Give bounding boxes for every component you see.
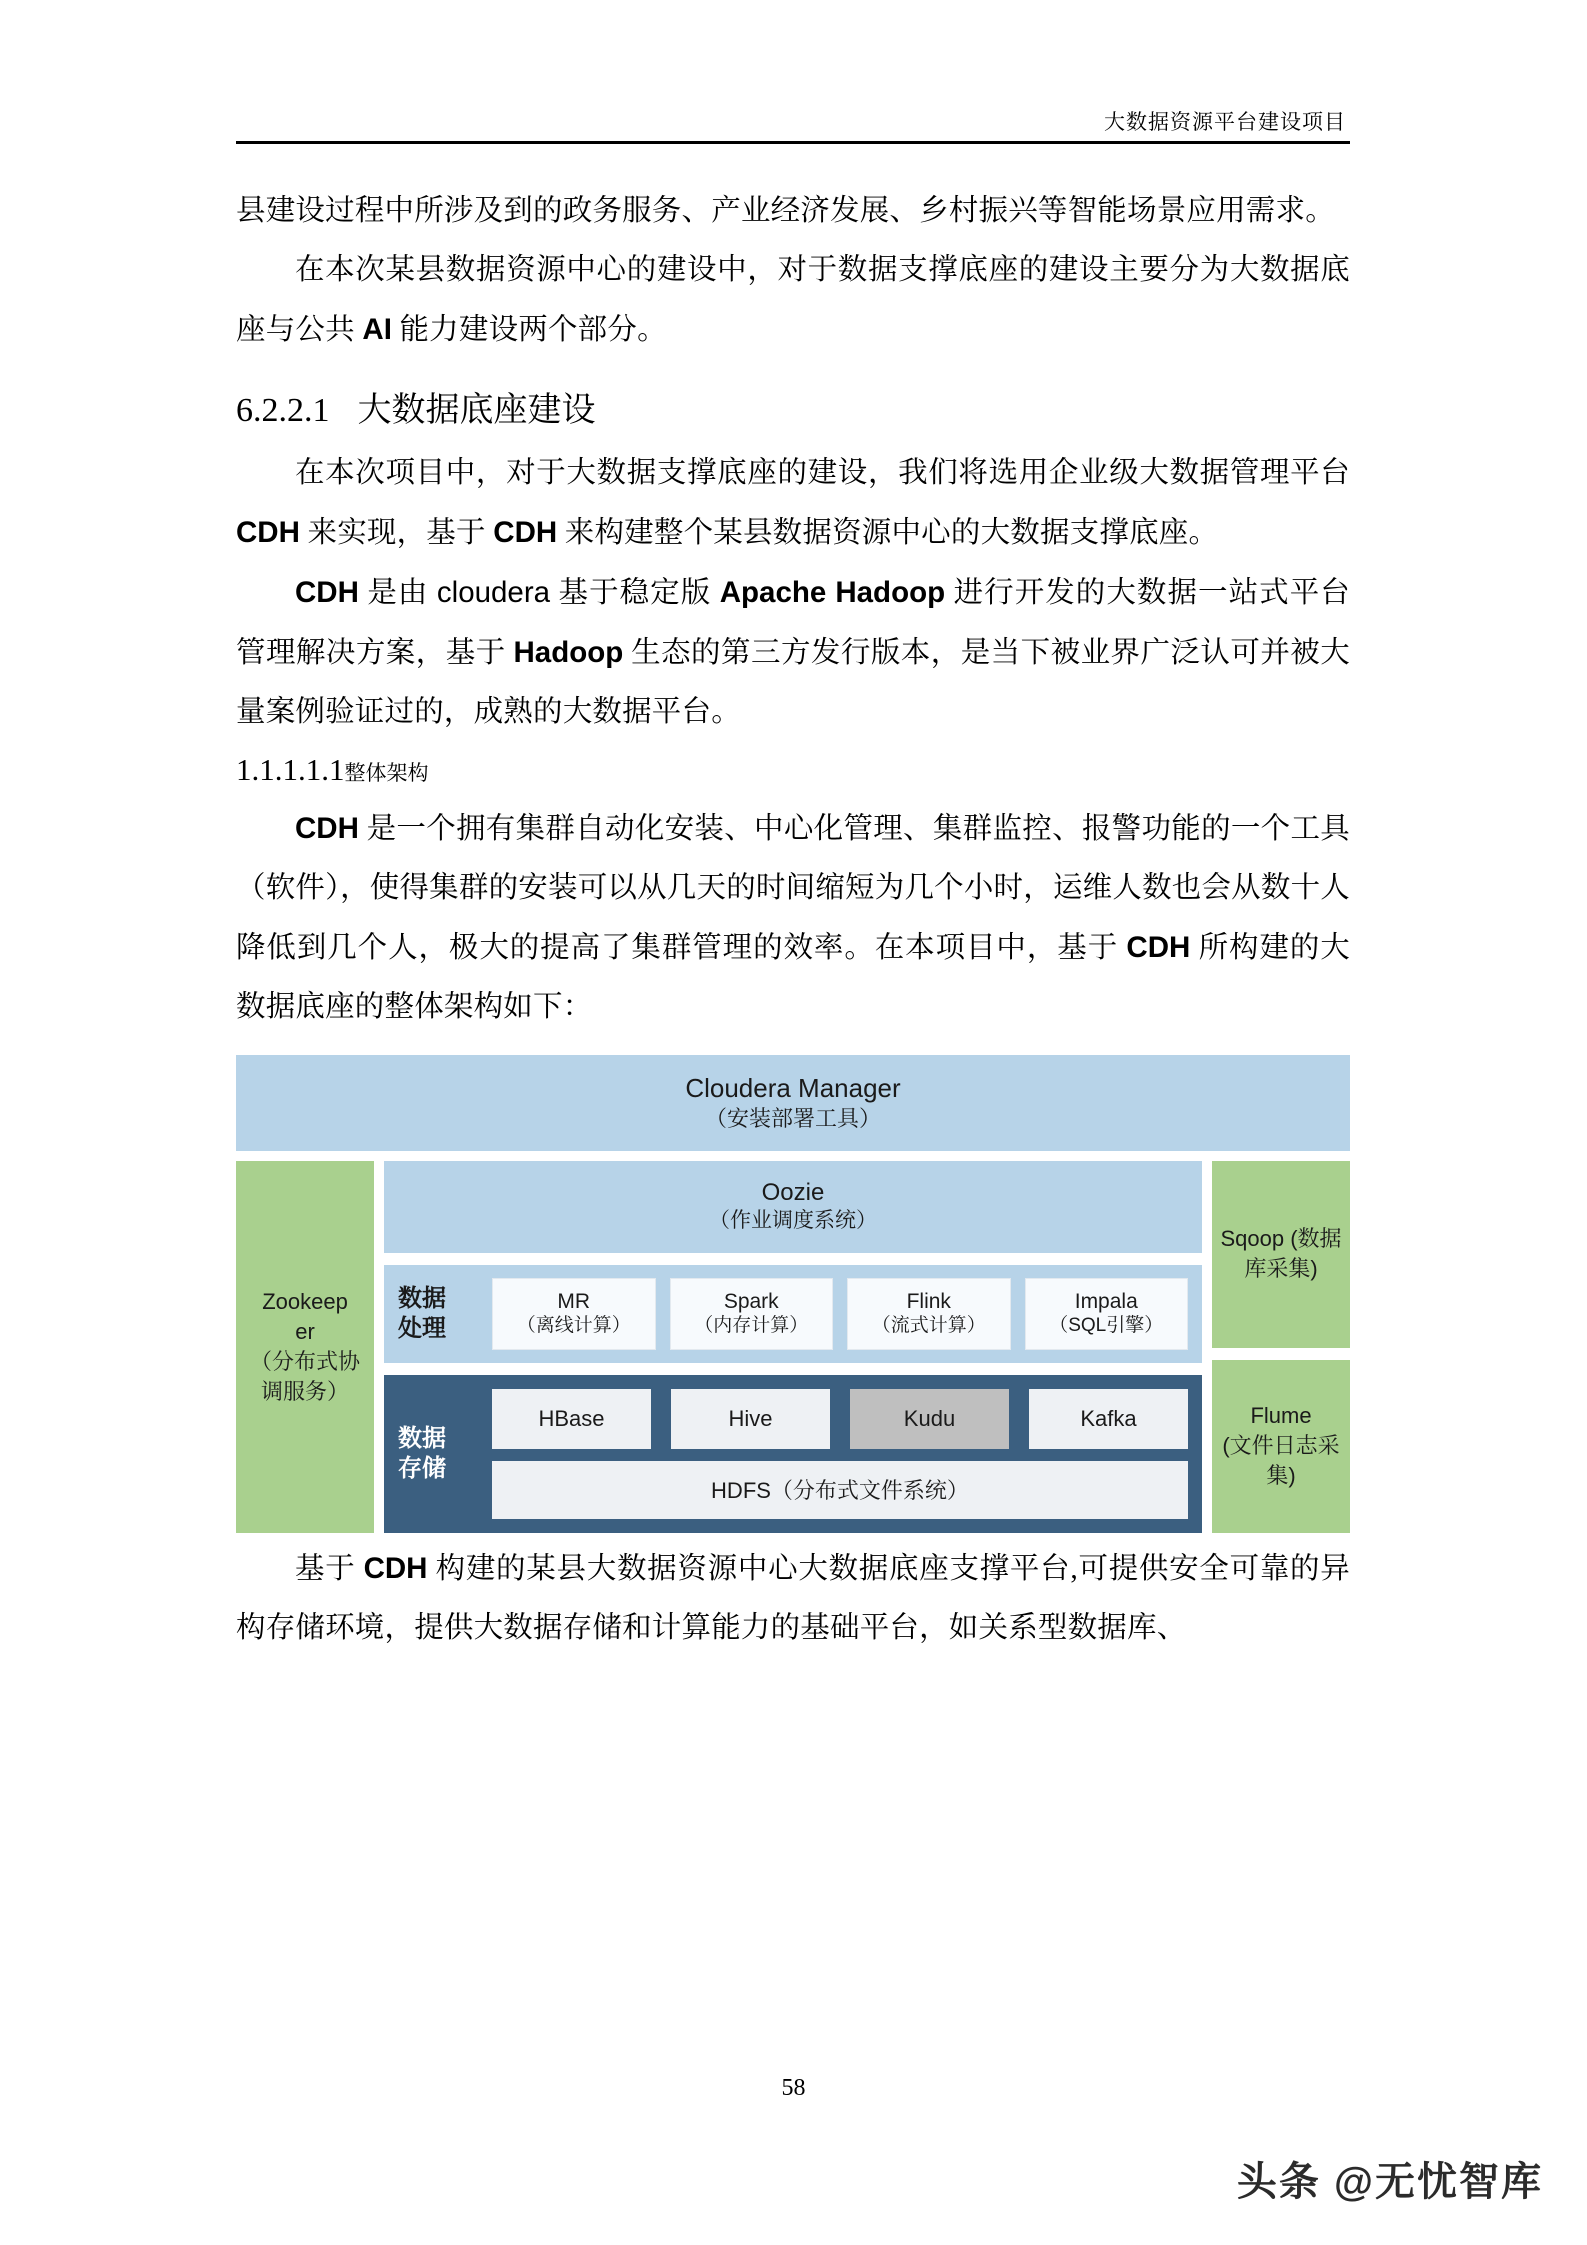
storage-chip-row [492,1389,1188,1449]
processing-chip-spark [670,1278,834,1350]
inline-term-cdh: CDH [363,1551,428,1585]
processing-chip-spark-desc: （内存计算） [694,1315,809,1337]
zookeeper-desc: （分布式协调服务） [249,1348,360,1404]
inline-term-cdh: CDH [295,811,359,845]
paragraph-text-a: 是由 [358,576,437,609]
storage-chip-hbase: HBase [492,1389,651,1449]
left-services-column [236,1161,374,1533]
oozie-name: Oozie [761,1179,825,1207]
section-heading-title: 大数据底座建设 [357,392,596,429]
processing-chip-spark-name: Spark [723,1290,779,1314]
paragraph-text-d: 生态的第三方发行版本，是当下被业界广泛认可并被大量案例验证过的，成熟的大数据平台。 [236,636,1350,728]
header-divider [236,141,1350,144]
inline-term-cdh: CDH [295,575,359,609]
paragraph-text-a: 基于 [295,1552,364,1585]
paragraph-text-a: 是一个拥有集群自动化安装、中心化管理、集群监控、报警功能的一个工具（软件），使得集群的安装可以从几天的时间缩短为几个小时，运维人数也会从数十人降低到几个人，极大的提高了集群管理的效率。在本项目中，基于 [236,812,1350,964]
paragraph-text-c: 进行开发的大数据一站式平台管理解决方案，基于 [236,576,1350,669]
zookeeper-name-cont: er [295,1318,315,1344]
paragraph-text-b: 能力建设两个部分。 [391,314,667,346]
processing-chip-mr [492,1278,656,1350]
right-services-column [1212,1161,1350,1533]
paragraph-text-a: 在本次某县数据资源中心的建设中，对于数据支撑底座的建设主要分为大数据底座与公共 [236,254,1350,346]
cdh-architecture-diagram [236,1055,1350,1533]
data-storage-row [384,1375,1202,1533]
paragraph-continued [236,182,1350,241]
data-storage-inner [492,1389,1188,1519]
processing-chip-mr-desc: （离线计算） [516,1315,631,1337]
inline-term-hadoop: Hadoop [513,635,624,669]
paragraph-intro [236,241,1350,360]
paragraph-text-b: 所构建的大数据底座的整体架构如下： [236,931,1350,1023]
flume-box [1212,1360,1350,1533]
paragraph-platform-summary [236,1539,1350,1658]
subsection-heading-number: 1.1.1.1.1 [236,751,345,787]
flume-name: Flume [1250,1403,1312,1429]
cloudera-manager-name: Cloudera Manager [685,1072,901,1103]
zookeeper-name: Zookeep [262,1288,348,1314]
data-processing-label-l1: 数据 [398,1284,446,1312]
storage-chip-hive: Hive [671,1389,830,1449]
page-header [236,110,1350,144]
page-number: 58 [781,2075,806,2101]
inline-term-apache-hadoop: Apache Hadoop [719,575,946,609]
watermark: 头条 @无忧智库 [1236,2160,1543,2204]
inline-term-cloudera: cloudera [436,575,551,609]
paragraph-text-b: 来实现，基于 [299,516,494,549]
oozie-box [384,1161,1202,1253]
inline-term-cdh-2: CDH [1126,930,1191,964]
inline-term-cdh-2: CDH [493,515,558,549]
paragraph-text-c: 来构建整个某县数据资源中心的大数据支撑底座。 [557,516,1219,549]
cloudera-manager-desc: （安装部署工具） [704,1105,881,1131]
section-heading-number: 6.2.2.1 [236,392,330,429]
architecture-figure [236,1055,1350,1533]
storage-chip-kafka: Kafka [1029,1389,1188,1449]
page-content [236,182,1350,1658]
paragraph-text-b: 基于稳定版 [550,576,720,609]
data-processing-row [384,1265,1202,1363]
paragraph-cdh-definition [236,563,1350,742]
processing-chip-flink-desc: （流式计算） [871,1315,986,1337]
inline-term-ai: AI [362,313,392,346]
processing-chip-impala [1025,1278,1189,1350]
paragraph-text-a: 在本次项目中，对于大数据支撑底座的建设，我们将选用企业级大数据管理平台 [295,456,1350,489]
flume-desc: (文件日志采集) [1222,1433,1340,1489]
data-storage-label-l2: 存储 [398,1454,446,1482]
data-processing-label [398,1284,478,1344]
data-storage-label-l1: 数据 [398,1424,446,1452]
sqoop-box [1212,1161,1350,1348]
architecture-middle [236,1161,1350,1533]
processing-chip-mr-name: MR [557,1290,591,1314]
cloudera-manager-banner [236,1055,1350,1151]
processing-chip-flink-name: Flink [906,1290,951,1314]
paragraph-cdh-tool [236,799,1350,1037]
processing-chip-impala-name: Impala [1074,1290,1138,1314]
header-title: 大数据资源平台建设项目 [1104,110,1346,134]
center-stack-column [384,1161,1202,1533]
subsection-heading [236,744,1350,799]
data-storage-label [398,1424,478,1484]
storage-hdfs-bar: HDFS（分布式文件系统） [492,1461,1188,1519]
paragraph-cdh-choice [236,444,1350,563]
subsection-heading-title: 整体架构 [344,760,429,785]
data-processing-label-l2: 处理 [398,1314,446,1342]
section-heading [236,388,1350,434]
oozie-desc: （作业调度系统） [709,1209,877,1233]
paragraph-text: 县建设过程中所涉及到的政务服务、产业经济发展、乡村振兴等智能场景应用需求。 [236,195,1335,227]
paragraph-text-b: 构建的某县大数据资源中心大数据底座支撑平台,可提供安全可靠的异构存储环境，提供大数据存储和计算能力的基础平台，如关系型数据库、 [236,1552,1350,1644]
sqoop-name: Sqoop (数据库采集) [1220,1226,1342,1282]
processing-chip-impala-desc: （SQL引擎） [1049,1315,1164,1337]
inline-term-cdh: CDH [236,515,300,549]
storage-chip-kudu: Kudu [850,1389,1009,1449]
zookeeper-box [236,1161,374,1533]
processing-chip-flink [847,1278,1011,1350]
